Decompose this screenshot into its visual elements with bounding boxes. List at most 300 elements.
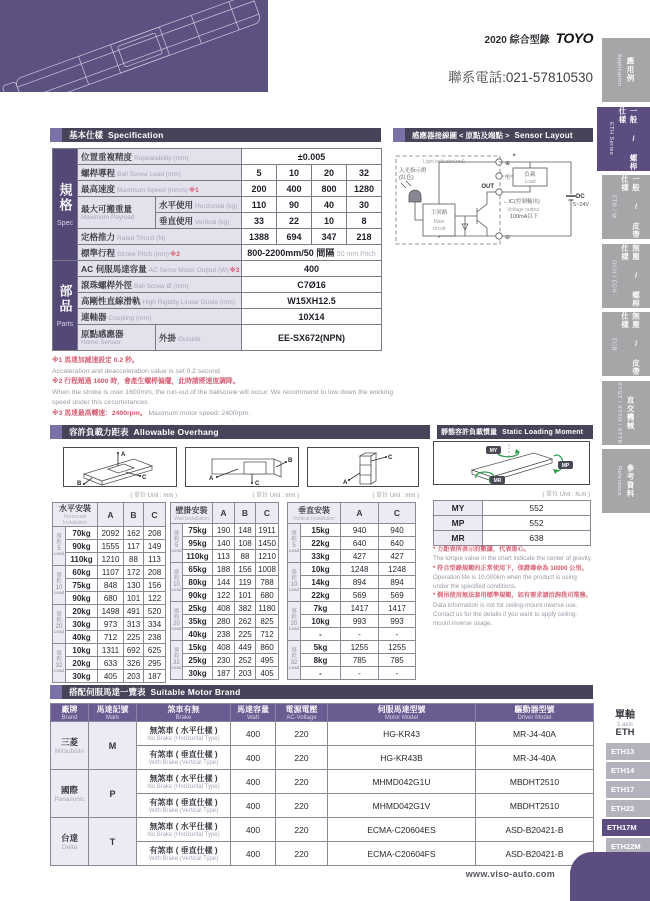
overhang-value-cell: 113 — [213, 550, 235, 563]
overhang-value-cell: 122 — [213, 589, 235, 602]
payload-cell: 25kg — [183, 602, 213, 615]
motor-col-header-motor-model: 伺服馬達型號 Motor Model — [328, 704, 476, 722]
value-cell: 218 — [347, 229, 382, 245]
overhang-value-cell: 1555 — [98, 540, 124, 553]
driver-model-cell: MR-J4-40A — [476, 722, 594, 746]
sidebar-tab-en-label: XYGT / XYTH / XYTB — [616, 381, 622, 445]
overhang-value-cell: 940 — [379, 524, 416, 537]
light-indicator-en-label: Light indicator(red) — [423, 159, 465, 165]
value-guide: W15XH12.5 — [242, 293, 382, 309]
model-tab-eth13[interactable]: ETH13 — [606, 743, 650, 760]
ic-output-label: ←IC(控制輸出) — [503, 199, 540, 205]
payload-cell: 10kg — [301, 615, 341, 628]
light-terminal-label: Ⓛ — [505, 175, 512, 181]
motor-model-cell: HG-KR43B — [328, 746, 476, 770]
payload-cell: 14kg — [301, 576, 341, 589]
overhang-value-cell: 405 — [256, 667, 279, 680]
row-label-screw-dia: 滾珠螺桿外徑 Ball Screw Ø (mm) — [78, 277, 242, 293]
overhang-value-cell: 2092 — [98, 527, 124, 540]
row-label-motor-output: AC 伺服馬達容量 AC Servo Motor Output (W)※3 — [78, 261, 242, 277]
value-cell: 10 — [312, 213, 347, 229]
svg-text:MP: MP — [561, 463, 570, 469]
model-tab-eth14[interactable]: ETH14 — [606, 762, 650, 779]
overhang-value-cell: 427 — [341, 550, 379, 563]
payload-cell: 10kg — [66, 644, 98, 657]
main-circuit-en-label: Main — [433, 219, 445, 225]
overhang-value-cell: 382 — [235, 602, 256, 615]
value-screw-dia: C7Ø16 — [242, 277, 382, 293]
overhang-value-cell: 894 — [341, 576, 379, 589]
motor-col-header-brake: 煞車有無 Brake — [137, 704, 231, 722]
overhang-value-cell: 208 — [144, 566, 166, 579]
minus-terminal-label: ⊖ — [505, 235, 511, 241]
overhang-value-cell: 625 — [144, 644, 166, 657]
value-cell: 22 — [277, 213, 312, 229]
overhang-value-cell: 1210 — [98, 553, 124, 566]
value-cell: 200 — [242, 181, 277, 197]
lead-group-label: 導 程 32 Lead — [53, 644, 66, 683]
svg-text:C: C — [388, 455, 393, 461]
overhang-value-cell: 238 — [213, 628, 235, 641]
sidebar-tab-en-label: GCH / ECH — [610, 259, 617, 293]
overhang-table-horizontal — [52, 502, 166, 683]
overhang-value-cell: 172 — [124, 566, 144, 579]
overhang-value-cell: 1255 — [341, 641, 379, 654]
payload-cell: 60kg — [66, 566, 98, 579]
model-tab-eth17[interactable]: ETH17 — [606, 781, 650, 798]
sidebar-tab-reference[interactable] — [602, 449, 650, 513]
payload-cell: 25kg — [183, 654, 213, 667]
overhang-value-cell: 88 — [124, 553, 144, 566]
value-home-sensor: EE-SX672(NPN) — [242, 325, 382, 351]
lead-group-label: 導 程 5 Lead — [53, 527, 66, 566]
overhang-table-wall — [170, 502, 279, 680]
overhang-value-cell: - — [341, 628, 379, 641]
overhang-value-cell: 680 — [98, 592, 124, 605]
lead-group-label: 導 程 32 Lead — [171, 641, 183, 680]
sidebar-tab-zh-label: 一般 / 螺桿仕樣 — [618, 107, 638, 171]
overhang-value-cell: 156 — [235, 563, 256, 576]
sidebar-tab-application[interactable] — [602, 38, 650, 102]
sidebar-tab-zh-label: 應用例 — [626, 57, 635, 83]
website-url: www.viso-auto.com — [465, 869, 555, 879]
section-accent — [50, 128, 62, 142]
overhang-table-title: 垂直安裝 Vertical Installation — [288, 503, 341, 524]
overhang-value-cell: 495 — [256, 654, 279, 667]
static-moment-diagram — [433, 441, 590, 485]
value-coupling: 10X14 — [242, 309, 382, 325]
payload-cell: 30kg — [183, 667, 213, 680]
payload-cell: 80kg — [183, 576, 213, 589]
overhang-value-cell: 712 — [256, 628, 279, 641]
overhang-value-cell: 187 — [144, 670, 166, 683]
lead-group-label: 導 程 10 Lead — [171, 563, 183, 602]
load-zh-label: 負載 — [524, 172, 536, 178]
overhang-value-cell: 825 — [256, 615, 279, 628]
motor-col-header-ac-voltage: 電源電壓 AC-Voltage — [276, 704, 328, 722]
value-repeatability: ±0.005 — [242, 149, 382, 165]
overhang-value-cell: 408 — [213, 641, 235, 654]
section-header-motor: 搭配伺服馬達一覽表 Suitable Motor Brand — [50, 685, 593, 699]
payload-cell: 40kg — [183, 628, 213, 641]
sidebar-tab-etb-m[interactable] — [602, 175, 650, 239]
svg-text:C: C — [142, 475, 147, 481]
overhang-value-cell: 1210 — [256, 550, 279, 563]
section-header-overhang: 容許負載力距表 Allowable Overhang — [50, 425, 430, 439]
overhang-value-cell: 162 — [124, 527, 144, 540]
out-terminal-label: OUT — [481, 184, 494, 190]
footnote-1-en: Acceleration and deacceleration value is set 0.2 second. — [52, 367, 222, 375]
overhang-value-cell: 633 — [98, 657, 124, 670]
overhang-value-cell: 712 — [98, 631, 124, 644]
mark-cell: T — [89, 818, 137, 866]
section-header-spec: 基本仕樣 Specification — [50, 128, 381, 142]
col-header-a: A — [213, 503, 235, 524]
value-cell: 30 — [347, 197, 382, 213]
col-header-c: C — [144, 503, 166, 527]
unit-caption: ( 單位 Unit : mm ) — [372, 493, 419, 499]
sensor-circuit-diagram — [393, 146, 593, 254]
unit-caption: ( 單位 Unit : mm ) — [252, 493, 299, 499]
overhang-value-cell: 88 — [235, 550, 256, 563]
overhang-value-cell: 225 — [235, 628, 256, 641]
payload-cell: 33kg — [301, 550, 341, 563]
driver-model-cell: MR-J4-40A — [476, 746, 594, 770]
sidebar-tab-en-label: ETB / M — [610, 195, 617, 219]
brake-cell: 有煞車 ( 垂直仕樣 ) With Brake (Vertical Type) — [137, 746, 231, 770]
motor-model-cell: MHMD042G1U — [328, 770, 476, 794]
svg-text:B: B — [77, 481, 82, 486]
overhang-table-title: 壁掛安裝 Wall Installation — [171, 503, 213, 524]
sidebar-tab-xygt-xyth-xytb[interactable] — [602, 381, 650, 445]
moment-axis-label: MP — [434, 516, 483, 531]
motor-model-cell: HG-KR43 — [328, 722, 476, 746]
overhang-value-cell: 208 — [144, 527, 166, 540]
load-en-label: Load — [524, 179, 536, 185]
overhang-value-cell: 785 — [379, 654, 416, 667]
value-cell: 33 — [242, 213, 277, 229]
motor-model-cell: ECMA-C20604FS — [328, 842, 476, 866]
value-cell: 694 — [277, 229, 312, 245]
value-cell: 20 — [312, 165, 347, 181]
motor-table — [50, 703, 594, 866]
row-label-speed: 最高速度 Maximum Speed (mm/s)※1 — [78, 181, 242, 197]
overhang-value-cell: 993 — [379, 615, 416, 628]
overhang-value-cell: 692 — [124, 644, 144, 657]
overhang-value-cell: 101 — [124, 592, 144, 605]
unit-caption: ( 單位 Unit : mm ) — [130, 493, 177, 499]
moment-value: 552 — [483, 516, 591, 531]
value-cell: 347 — [312, 229, 347, 245]
footnote-3: ※3 馬達最高轉速：2400rpm。 Maximum motor speed: 2400rpm. — [52, 409, 251, 417]
overhang-value-cell: 225 — [124, 631, 144, 644]
static-note-1-zh: * 力距表所表示的數據，代表重心。 — [433, 546, 530, 553]
sidebar-tab-zh-label: 一般 / 皮帶仕樣 — [620, 175, 641, 239]
payload-cell: 10kg — [301, 563, 341, 576]
driver-model-cell: ASD-B20421-B — [476, 818, 594, 842]
payload-cell: 90kg — [66, 592, 98, 605]
row-label-outside: 外掛 Outside — [156, 325, 242, 351]
payload-cell: 95kg — [183, 537, 213, 550]
voltage-output-label: Voltage output — [507, 207, 539, 213]
catalog-year: 2020 綜合型錄 — [484, 35, 550, 46]
brand-cell: 國際 Panasonic — [51, 770, 89, 818]
overhang-value-cell: 1248 — [341, 563, 379, 576]
payload-cell: 65kg — [183, 563, 213, 576]
overhang-value-cell: 122 — [144, 592, 166, 605]
overhang-value-cell: 1450 — [256, 537, 279, 550]
sidebar-tab-zh-label: 無塵 / 螺桿仕樣 — [620, 244, 641, 308]
payload-cell: 110kg — [66, 553, 98, 566]
row-label-payload: 最大可搬重量 Maximum Payload — [78, 197, 156, 229]
moment-value: 638 — [483, 531, 591, 546]
parts-group-label: 部品 Parts — [53, 261, 78, 351]
overhang-value-cell: 848 — [98, 579, 124, 592]
overhang-value-cell: 894 — [379, 576, 416, 589]
sidebar-tab-en-label: Application — [616, 53, 622, 87]
overhang-value-cell: 326 — [124, 657, 144, 670]
overhang-value-cell: 295 — [144, 657, 166, 670]
overhang-value-cell: 113 — [144, 553, 166, 566]
value-cell: 1280 — [347, 181, 382, 197]
value-cell: 90 — [277, 197, 312, 213]
catalog-title — [485, 30, 593, 46]
sidebar-tab-ecb[interactable] — [602, 312, 650, 376]
model-tab-eth22[interactable]: ETH22 — [606, 800, 650, 817]
overhang-value-cell: 187 — [213, 667, 235, 680]
static-note-3-zh: * 倒吊使用無法套用標準規範，如有需求請洽詢我司業務。 — [433, 592, 592, 600]
value-cell: 32 — [347, 165, 382, 181]
mark-cell: P — [89, 770, 137, 818]
overhang-value-cell: 1255 — [379, 641, 416, 654]
section-header-static: 靜態容許負載慣量 Static Loading Moment — [437, 425, 593, 439]
footnote-1-zh: ※1 馬達加減速設定 0.2 秒。 — [52, 357, 139, 364]
col-header-a: A — [98, 503, 124, 527]
overhang-value-cell: 119 — [235, 576, 256, 589]
watt-cell: 400 — [231, 818, 276, 842]
payload-cell: 75kg — [66, 579, 98, 592]
overhang-value-cell: 1248 — [379, 563, 416, 576]
overhang-value-cell: 130 — [124, 579, 144, 592]
payload-cell: 90kg — [66, 540, 98, 553]
overhang-value-cell: 334 — [144, 618, 166, 631]
model-tab-eth22m[interactable]: ETH22M — [606, 838, 650, 855]
row-label-lead: 螺桿導程 Ball Screw Lead (mm) — [78, 165, 242, 181]
payload-cell: - — [301, 667, 341, 680]
overhang-value-cell: 188 — [213, 563, 235, 576]
motor-model-cell: MHMD042G1V — [328, 794, 476, 818]
model-tab-eth17m[interactable]: ETH17M — [602, 819, 650, 836]
payload-cell: 40kg — [66, 631, 98, 644]
motor-col-header-brand: 廠牌 Brand — [51, 704, 89, 722]
lead-group-label: 導 程 20 Lead — [288, 602, 301, 641]
overhang-diagram-wall — [185, 447, 299, 487]
mark-cell: M — [89, 722, 137, 770]
overhang-value-cell: - — [341, 667, 379, 680]
overhang-value-cell: 427 — [379, 550, 416, 563]
overhang-value-cell: 313 — [124, 618, 144, 631]
overhang-value-cell: 156 — [144, 579, 166, 592]
footnote-2-en: When the stroke is over 1600mm, the run-out of the ballscrew will occur. We recommend to low down the working speed under this circumstances. — [52, 388, 394, 407]
overhang-value-cell: 101 — [235, 589, 256, 602]
spec-table — [52, 148, 382, 351]
static-note-2-zh: * 符合型錄規範的正常使用下，保證壽命為 10000 公里。 — [433, 564, 588, 572]
voltage-cell: 220 — [276, 770, 328, 794]
overhang-value-cell: 860 — [256, 641, 279, 654]
main-circuit-en2-label: circuit — [432, 226, 446, 232]
axis-group-label — [600, 710, 650, 739]
overhang-value-cell: 262 — [235, 615, 256, 628]
overhang-value-cell: 785 — [341, 654, 379, 667]
payload-cell: 75kg — [183, 524, 213, 537]
overhang-value-cell: 569 — [341, 589, 379, 602]
motor-col-header-watt: 馬達容量 Watt — [231, 704, 276, 722]
static-notes — [433, 545, 593, 629]
row-label-guide: 高剛性直線滑軌 High Rigidity Linear Guide (mm) — [78, 293, 242, 309]
sidebar-tab-gch-ech[interactable] — [602, 244, 650, 308]
sidebar-tab-zh-label: 直交機械 — [626, 396, 635, 430]
svg-text:A: A — [209, 476, 214, 482]
axis-zh: 單軸 — [615, 710, 635, 721]
row-label-home-sensor: 原點感應器 Home Sensor — [78, 325, 156, 351]
overhang-value-cell: - — [379, 628, 416, 641]
value-cell: 400 — [277, 181, 312, 197]
watt-cell: 400 — [231, 794, 276, 818]
payload-cell: 8kg — [301, 654, 341, 667]
motor-col-header-driver-model: 驅動器型號 Driver Model — [476, 704, 594, 722]
sidebar-tab-eth-series[interactable] — [597, 107, 650, 171]
voltage-cell: 220 — [276, 842, 328, 866]
static-moment-table — [433, 500, 591, 546]
voltage-cell: 220 — [276, 794, 328, 818]
payload-cell: 90kg — [183, 589, 213, 602]
overhang-table-title: 水平安裝 Horizontal Installation — [53, 503, 98, 527]
voltage-cell: 220 — [276, 722, 328, 746]
corner-decoration — [570, 852, 650, 901]
footnote-2-zh: ※2 行程超過 1600 時，會產生螺桿偏擺，此時請將速度調降。 — [52, 378, 240, 386]
payload-cell: 20kg — [66, 605, 98, 618]
overhang-value-cell: 230 — [213, 654, 235, 667]
moment-axis-label: MY — [434, 501, 483, 516]
section-accent — [50, 425, 62, 439]
driver-model-cell: MBDHT2510 — [476, 794, 594, 818]
overhang-value-cell: 190 — [213, 524, 235, 537]
overhang-value-cell: 973 — [98, 618, 124, 631]
overhang-diagram-vertical — [307, 447, 419, 487]
sidebar-tab-en-label: ECB — [610, 337, 617, 351]
overhang-value-cell: 1311 — [98, 644, 124, 657]
overhang-value-cell: 280 — [213, 615, 235, 628]
overhang-value-cell: 640 — [341, 537, 379, 550]
dc-voltage-label: 5~24V — [573, 202, 590, 208]
section-accent — [393, 128, 405, 142]
overhang-value-cell: 940 — [341, 524, 379, 537]
svg-text:B: B — [288, 458, 293, 464]
overhang-value-cell: 140 — [213, 537, 235, 550]
overhang-value-cell: 1417 — [341, 602, 379, 615]
photo-sensor-bulb-icon — [409, 190, 421, 202]
value-stroke: 800-2200mm/50 間隔 50 mm Pitch — [242, 245, 382, 261]
overhang-value-cell: 1498 — [98, 605, 124, 618]
brake-cell: 無煞車 ( 水平仕樣 ) No Brake (Horizontal Type) — [137, 722, 231, 746]
contact-phone: 聯系電話:021-57810530 — [448, 70, 593, 85]
overhang-value-cell: 203 — [235, 667, 256, 680]
toyo-logo: TOYO — [555, 30, 593, 46]
row-label-horizontal: 水平使用 Horizontal (kg) — [156, 197, 242, 213]
overhang-value-cell: 520 — [144, 605, 166, 618]
motor-model-cell: ECMA-C20604ES — [328, 818, 476, 842]
value-cell: 110 — [242, 197, 277, 213]
brake-cell: 有煞車 ( 垂直仕樣 ) With Brake (Vertical Type) — [137, 794, 231, 818]
value-cell: 40 — [312, 197, 347, 213]
col-header-a: A — [341, 503, 379, 524]
payload-cell: 30kg — [66, 618, 98, 631]
driver-model-cell: MBDHT2510 — [476, 770, 594, 794]
payload-cell: 35kg — [183, 615, 213, 628]
lead-group-label: 導 程 10 Lead — [53, 566, 66, 605]
dc-label: DC — [576, 194, 585, 200]
lead-group-label: 導 程 20 Lead — [53, 605, 66, 644]
static-note-3-en: Data information is not for ceiling-mount inverse use. Contact us for the details if you want to apply ceiling-mount inverse usage. — [433, 601, 578, 628]
overhang-value-cell: 1008 — [256, 563, 279, 576]
light-indicator-color-label: (紅色) — [399, 175, 414, 181]
payload-cell: 5kg — [301, 641, 341, 654]
watt-cell: 400 — [231, 722, 276, 746]
watt-cell: 400 — [231, 842, 276, 866]
spec-group-label: 規格 Spec — [53, 149, 78, 261]
moment-value: 552 — [483, 501, 591, 516]
watt-cell: 400 — [231, 746, 276, 770]
plus-terminal-label: ⊕ — [505, 161, 511, 167]
overhang-value-cell: 788 — [256, 576, 279, 589]
overhang-value-cell: 1107 — [98, 566, 124, 579]
sidebar-tab-zh-label: 參考資料 — [626, 464, 635, 498]
brand-cell: 三菱 Mitsubishi — [51, 722, 89, 770]
overhang-table-vertical — [287, 502, 416, 680]
value-cell: 8 — [347, 213, 382, 229]
overhang-value-cell: 1911 — [256, 524, 279, 537]
motor-col-header-mark: 馬達記號 Mark — [89, 704, 137, 722]
overhang-value-cell: 1417 — [379, 602, 416, 615]
brake-cell: 無煞車 ( 水平仕樣 ) No Brake (Horizontal Type) — [137, 818, 231, 842]
voltage-cell: 220 — [276, 746, 328, 770]
brake-cell: 有煞車 ( 垂直仕樣 ) With Brake (Vertical Type) — [137, 842, 231, 866]
lead-group-label: 導 程 5 Lead — [171, 524, 183, 563]
svg-text:A: A — [343, 480, 348, 486]
star-mark: * — [513, 154, 516, 160]
svg-text:A: A — [121, 452, 126, 458]
overhang-value-cell: 117 — [124, 540, 144, 553]
payload-cell: 70kg — [66, 527, 98, 540]
value-motor-output: 400 — [242, 261, 382, 277]
main-circuit-zh-label: 主回路 — [430, 210, 448, 216]
payload-cell: 15kg — [301, 524, 341, 537]
payload-cell: 30kg — [66, 670, 98, 683]
row-label-stroke: 標準行程 Stroke Pitch (mm)※2 — [78, 245, 242, 261]
axis-series: ETH — [615, 727, 635, 739]
static-note-2-en: Operation life is 10,000km when the product is using under the specified conditions. — [433, 573, 577, 591]
payload-cell: - — [301, 628, 341, 641]
overhang-value-cell: 252 — [235, 654, 256, 667]
payload-cell: 20kg — [66, 657, 98, 670]
payload-cell: 7kg — [301, 602, 341, 615]
brake-cell: 無煞車 ( 水平仕樣 ) No Brake (Horizontal Type) — [137, 770, 231, 794]
moment-axis-label: MR — [434, 531, 483, 546]
value-cell: 5 — [242, 165, 277, 181]
overhang-value-cell: 238 — [144, 631, 166, 644]
row-label-vertical: 垂直使用 Vertical (kg) — [156, 213, 242, 229]
watt-cell: 400 — [231, 770, 276, 794]
